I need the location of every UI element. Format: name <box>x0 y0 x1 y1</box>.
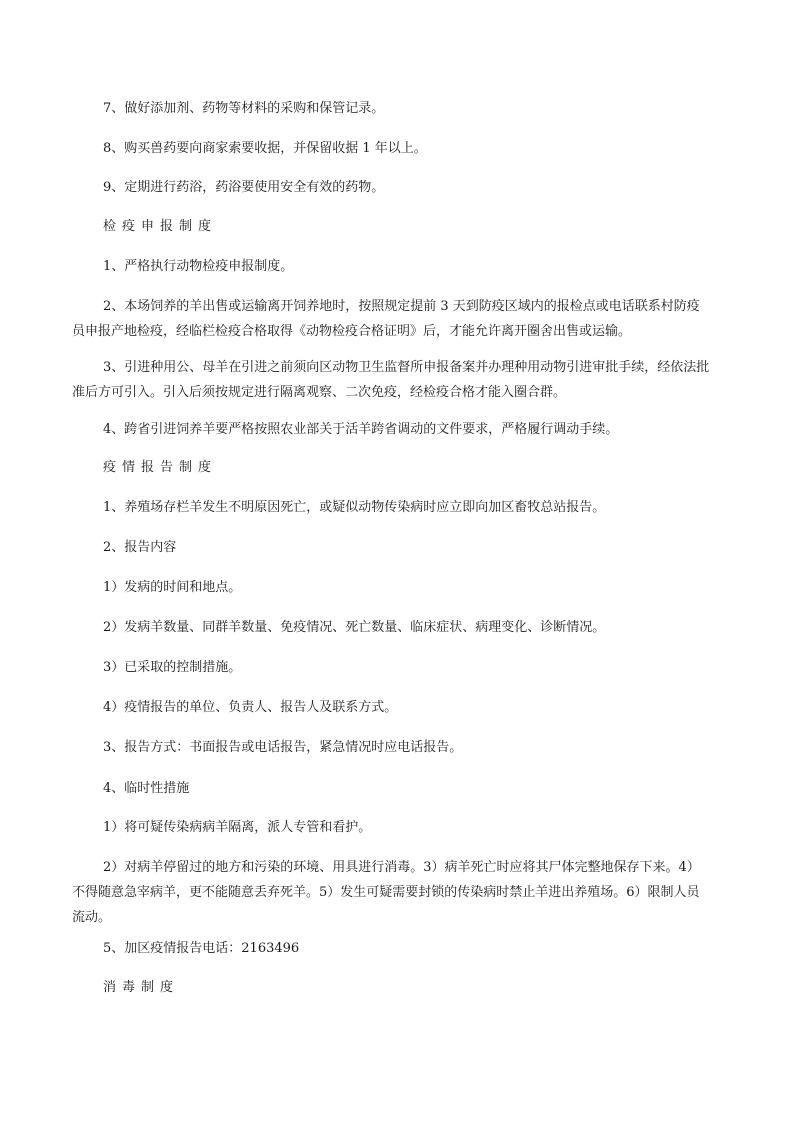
paragraph-quarantine-2: 2、本场饲养的羊出售或运输离开饲养地时，按照规定提前 3 天到防疫区域内的报检点或电话联系村防疫员申报产地检疫，经临栏检疫合格取得《动物检疫合格证明》后，才能允许离开圈舍出售或运输。 <box>72 299 700 339</box>
paragraph-report-2-2: 2）发病羊数量、同群羊数量、免疫情况、死亡数量、临床症状、病理变化、诊断情况。 <box>103 620 606 635</box>
paragraph-report-2: 2、报告内容 <box>103 540 177 555</box>
paragraph-item-7: 7、做好添加剂、药物等材料的采购和保管记录。 <box>103 101 385 116</box>
paragraph-report-2-3: 3）已采取的控制措施。 <box>103 660 242 675</box>
paragraph-quarantine-3: 3、引进种用公、母羊在引进之前须向区动物卫生监督所申报备案并办理种用动物引进审批手续，经依法批准后方可引入。引入后须按规定进行隔离观察、二次免疫，经检疫合格才能入圈合群。 <box>72 360 710 400</box>
section-heading-quarantine: 检疫申报制度 <box>103 219 218 234</box>
paragraph-quarantine-4: 4、跨省引进饲养羊要严格按照农业部关于活羊跨省调动的文件要求，严格履行调动手续。 <box>103 422 619 437</box>
paragraph-report-1: 1、养殖场存栏羊发生不明原因死亡，或疑似动物传染病时应立即向加区畜牧总站报告。 <box>103 500 606 515</box>
paragraph-report-5: 5、加区疫情报告电话：2163496 <box>103 941 300 956</box>
paragraph-report-2-4: 4）疫情报告的单位、负责人、报告人及联系方式。 <box>103 700 398 715</box>
section-heading-disinfection: 消毒制度 <box>103 980 180 995</box>
paragraph-item-9: 9、定期进行药浴，药浴要使用安全有效的药物。 <box>103 180 385 195</box>
paragraph-item-8: 8、购买兽药要向商家索要收据，并保留收据 1 年以上。 <box>103 141 427 156</box>
paragraph-report-4: 4、临时性措施 <box>103 781 190 796</box>
paragraph-quarantine-1: 1、严格执行动物检疫申报制度。 <box>103 259 294 274</box>
paragraph-report-4-2: 2）对病羊停留过的地方和污染的环境、用具进行消毒。3）病羊死亡时应将其尸体完整地保存下来。4）不得随意急宰病羊，更不能随意丢弃死羊。5）发生可疑需要封锁的传染病时禁止羊进出养殖场。6）限制人员流动。 <box>72 860 700 925</box>
paragraph-report-3: 3、报告方式：书面报告或电话报告，紧急情况时应电话报告。 <box>103 740 463 755</box>
paragraph-report-4-1: 1）将可疑传染病病羊隔离，派人专管和看护。 <box>103 820 372 835</box>
section-heading-epidemic-report: 疫情报告制度 <box>103 460 218 475</box>
paragraph-report-2-1: 1）发病的时间和地点。 <box>103 580 242 595</box>
